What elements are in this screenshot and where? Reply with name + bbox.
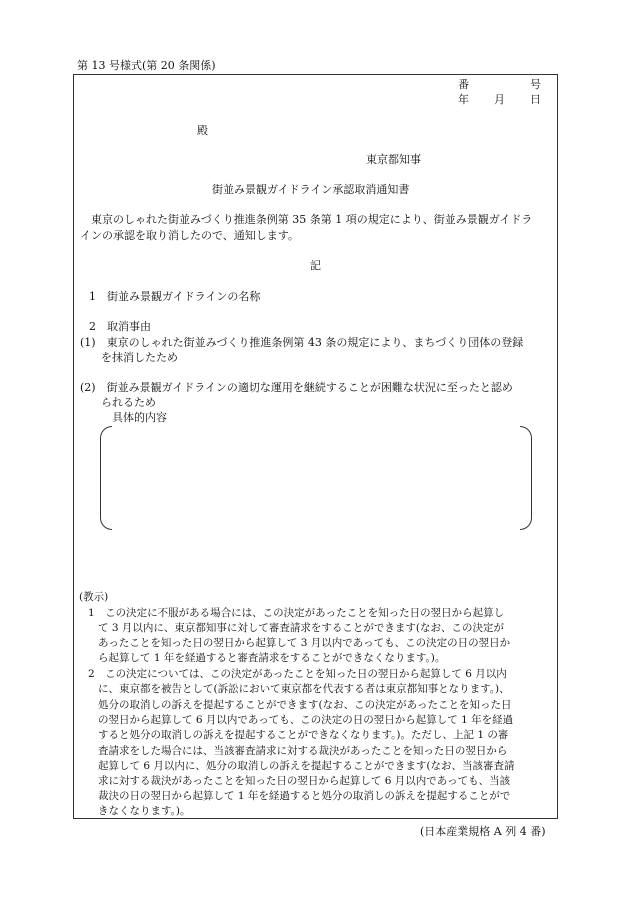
details-label: 具体的内容 [112, 411, 167, 424]
notice-2-line-7: 起算して 6 月以内に、処分の取消しの訴えを提起することができます(なお、当該審査請 [98, 760, 515, 772]
notice-2-line-8: 求に対する裁決があったことを知った日の翌日から起算して 6 月以内であっても、当該 [98, 775, 511, 787]
notice-2-line-2: に、東京都を被告として(訴訟において東京都を代表する者は東京都知事となります。)、 [98, 683, 510, 695]
form-label: 第 13 号様式(第 20 条関係) [77, 59, 216, 72]
item-1-name: 1 街並み景観ガイドラインの名称 [89, 290, 261, 303]
ki-heading: 記 [310, 259, 321, 272]
details-bracket-left [100, 426, 112, 530]
intro-line-1: 東京のしゃれた街並みづくり推進条例第 35 条第 1 項の規定により、街並み景観ガイドラ [91, 213, 533, 226]
reason-2-line-2: られるため [101, 396, 156, 409]
notice-2-line-5: すると処分の取消しの訴えを提起することができなくなります。)。ただし、上記 1 の審 [98, 729, 509, 741]
reason-1-line-1: (1) 東京のしゃれた街並みづくり推進条例第 43 条の規定により、まちづくり団体の登録 [80, 336, 524, 349]
notice-1-line-2: て 3 月以内に、東京都知事に対して審査請求をすることができます(なお、この決定が [98, 622, 504, 634]
notice-2-line-1: 2 この決定については、この決定があったことを知った日の翌日から起算して 6 月以内 [88, 668, 507, 680]
details-bracket-right [520, 426, 532, 530]
notice-1-line-4: ら起算して 1 年を経過すると審査請求をすることができなくなります。)。 [98, 652, 446, 664]
notice-1-line-3: あったことを知った日の翌日から起算して 3 月以内であっても、この決定の日の翌日か [98, 637, 511, 649]
notice-2-line-10: きなくなります。)。 [98, 805, 191, 817]
item-2-reason: 2 取消事由 [89, 320, 151, 333]
notice-2-line-3: 処分の取消しの訴えを提起することができます(なお、この決定があったことを知った日 [98, 699, 512, 711]
intro-line-2: インの承認を取り消したので、通知します。 [80, 229, 299, 242]
month-label: 月 [494, 93, 505, 106]
document-title: 街並み景観ガイドライン承認取消通知書 [212, 183, 410, 196]
notice-heading: (教示) [79, 591, 109, 603]
number-suffix: 号 [530, 78, 541, 91]
notice-2-line-6: 査請求をした場合には、当該審査請求に対する裁決があったことを知った日の翌日から [98, 745, 508, 757]
addressee-suffix: 殿 [197, 124, 208, 137]
notice-2-line-4: の翌日から起算して 6 月以内であっても、この決定の日の翌日から起算して 1 年を経過 [98, 714, 514, 726]
number-label: 番 [458, 78, 469, 91]
notice-1-line-1: 1 この決定に不服がある場合には、この決定があったことを知った日の翌日から起算し [88, 607, 505, 619]
year-label: 年 [458, 93, 469, 106]
issuer: 東京都知事 [366, 153, 421, 166]
notice-2-line-9: 裁決の日の翌日から起算して 1 年を経過すると処分の取消しの訴えを提起することがで [98, 790, 511, 802]
reason-2-line-1: (2) 街並み景観ガイドラインの適切な運用を継続することが困難な状況に至ったと認め [80, 381, 513, 394]
reason-1-line-2: を抹消したため [101, 351, 178, 364]
day-label: 日 [530, 93, 541, 106]
footer-paper-size: (日本産業規格 A 列 4 番) [420, 825, 546, 838]
